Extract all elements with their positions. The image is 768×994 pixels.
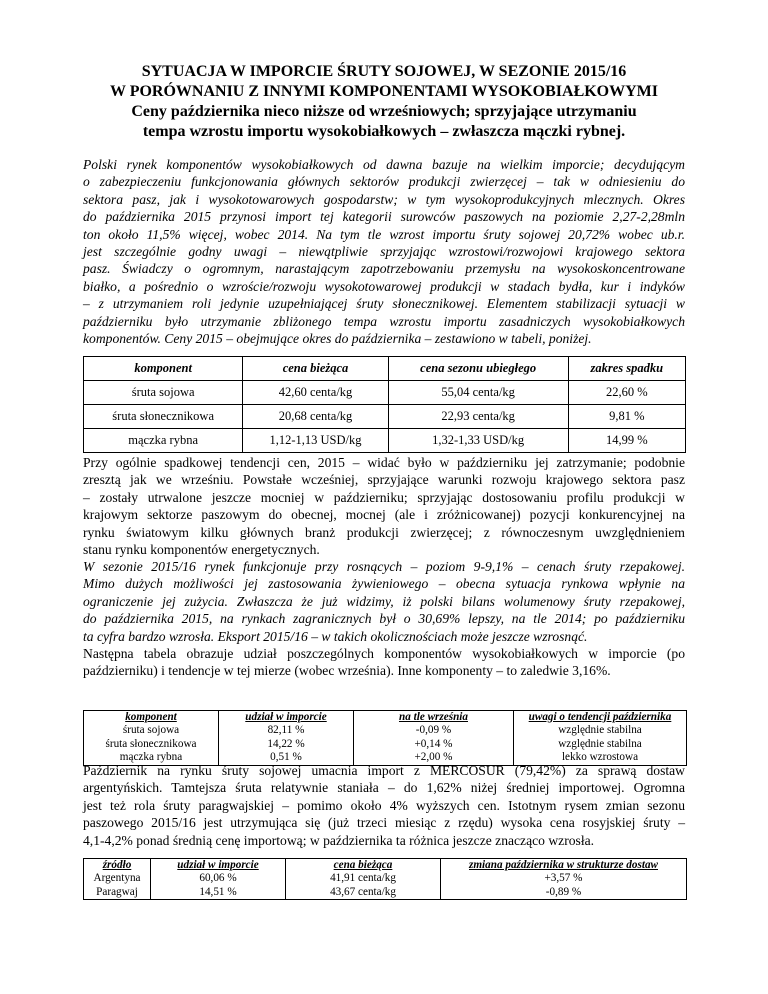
table-header: komponent: [84, 357, 243, 381]
table-header: cena sezonu ubiegłego: [388, 357, 568, 381]
table-cell: 22,60 %: [568, 381, 685, 405]
text-line: 4,1-4,2% ponad średnią cenę importową; w października ta różnica jeszcze znacząco wzrosła.: [83, 832, 595, 848]
table-cell: względnie stabilna: [558, 724, 642, 736]
table-cell: +0,14 %: [354, 738, 514, 752]
text-line: krajowym sektorze paszowym do obecnej, mocnej (ale i zróżnicowanej) pozycji konkurencyjnej na: [83, 507, 685, 523]
table-cell: -0,89 %: [545, 885, 582, 898]
table-header: cena bieżąca: [243, 357, 388, 381]
text-line: zresztą jak we wrześniu. Powstałe wcześniej, sprzyjające warunki rozwoju krajowego sektora pasz: [83, 472, 685, 488]
table-cell: mączka rybna: [84, 429, 243, 453]
table-header: cena bieżąca: [286, 859, 441, 873]
text-line: ta cyfra bardzo wzrosła. Eksport 2015/16 – w takich okolicznościach może jeszcze wzrosnąć.: [83, 628, 588, 644]
table-header-row: [84, 859, 687, 873]
table-cell: 14,22 %: [219, 738, 354, 752]
paragraph-5: [83, 762, 685, 849]
title-line-2: W PORÓWNANIU Z INNYMI KOMPONENTAMI WYSOKOBIAŁKOWYMI: [109, 83, 659, 100]
text-line: stanu rynku komponentów energetycznych.: [83, 542, 320, 558]
table-cell: Paragwaj: [96, 885, 138, 898]
text-line: W sezonie 2015/16 rynek funkcjonuje przy rosnących – poziom 9-9,1% – cenach śruty rzepakowej.: [83, 559, 685, 574]
table-header-row: [84, 711, 687, 725]
table-cell: -0,09 %: [354, 724, 514, 738]
table-cell: mączka rybna: [119, 751, 183, 763]
paragraph-4: [83, 645, 685, 680]
text-line: Mimo dużych możliwości jej zastosowania żywieniowego – obecna sytuacja rynkowa wpłynie na: [83, 576, 685, 592]
table-header: uwagi o tendencji października: [528, 711, 672, 723]
table-cell: 43,67 centa/kg: [286, 886, 441, 900]
supply-source-table: [83, 858, 687, 900]
table-cell: +2,00 %: [354, 751, 514, 765]
text-line: jest też rola śruty paragwajskiej – pomimo około 4% wyższych cen. Istotnym rysem zmian sezonu: [83, 797, 685, 813]
text-line: sektora pasz, jak i wysokotowarowych gospodarstw; w tym wysokoprodukcyjnych mlecznych. Okres: [83, 191, 685, 207]
text-line: ograniczenie jej zużycia. Zwłaszcza że już widzimy, iż polski bilans wolumenowy śruty rzepakowej,: [83, 593, 685, 609]
table-cell: 1,12-1,13 USD/kg: [243, 429, 388, 453]
price-table: [83, 356, 686, 453]
table-cell: 55,04 centa/kg: [388, 381, 568, 405]
paragraph-3: [83, 558, 685, 645]
text-line: o zabezpieczeniu funkcjonowania głównych sektorów produkcji zwierzęcej – tak w odniesieniu do: [83, 174, 685, 190]
text-line: pasz. Świadczy o ogromnym, narastającym zapotrzebowaniu przemysłu na wysokoskoncentrowane: [83, 261, 685, 277]
table-row: [84, 405, 686, 429]
table-cell: 0,51 %: [219, 751, 354, 765]
table-cell: +3,57 %: [544, 872, 583, 884]
table-header: udział w imporcie: [151, 859, 286, 873]
table-cell: 20,68 centa/kg: [243, 405, 388, 429]
text-line: październiku) i tendencje w tej mierze (wobec września). Inne komponenty – to zaledwie 3,16%.: [83, 663, 611, 679]
table-cell: śruta słonecznikowa: [84, 405, 243, 429]
table-cell: śruta sojowa: [84, 381, 243, 405]
table-row: [84, 886, 687, 900]
text-line: Przy ogólnie spadkowej tendencji cen, 2015 – widać było w październiku jej zatrzymanie; podobnie: [83, 455, 685, 470]
text-line: październiku było utrzymanie zbliżonego tempa wzrostu importu zasadniczych wysokobiałkowych: [83, 313, 685, 329]
text-line: białko, a pośrednio o wzroście/rozwoju wysokotowarowej produkcji w stadach bydła, kur i indyków: [83, 278, 685, 294]
table-cell: 82,11 %: [219, 724, 354, 738]
table-cell: 60,06 %: [151, 872, 286, 886]
table-cell: 41,91 centa/kg: [286, 872, 441, 886]
table-row: [84, 429, 686, 453]
text-line: rynku światowym kilku głównych branż produkcji zwierzęcej; z równoczesnym uwzględnieniem: [83, 524, 685, 540]
table-header: komponent: [125, 711, 177, 723]
table-cell: 9,81 %: [568, 405, 685, 429]
intro-paragraph: [83, 156, 685, 347]
text-line: – z utrzymaniem roli jedynie uzupełniającej śruty słonecznikowej. Elementem stabilizacji sytuacji w: [83, 296, 685, 312]
table-cell: 42,60 centa/kg: [243, 381, 388, 405]
text-line: Polski rynek komponentów wysokobiałkowych od dawna bazuje na wielkim imporcie; decydującym: [83, 157, 685, 172]
table-cell: śruta sojowa: [122, 724, 180, 736]
subtitle-line-1: Ceny października nieco niższe od wrześniowych; sprzyjające utrzymaniu: [131, 103, 637, 120]
table-row: [84, 872, 687, 886]
table-cell: 22,93 centa/kg: [388, 405, 568, 429]
document-title: [40, 62, 728, 142]
table-row: [84, 724, 687, 738]
import-share-table: [83, 710, 687, 766]
subtitle-line-2: tempa wzrostu importu wysokobiałkowych – zwłaszcza mączki rybnej.: [142, 123, 626, 140]
text-line: do października 2015, na rynkach zagranicznych był o 30,69% lepszy, na tle 2014; po październiku: [83, 611, 685, 627]
paragraph-2: [83, 454, 685, 558]
text-line: Październik na rynku śruty sojowej umacnia import z MERCOSUR (79,42%) za sprawą dostaw: [83, 763, 685, 778]
table-header: źródło: [102, 859, 132, 871]
table-header: udział w imporcie: [219, 711, 354, 725]
table-cell: lekko wzrostowa: [561, 751, 639, 763]
table-cell: 1,32-1,33 USD/kg: [388, 429, 568, 453]
table-header: na tle września: [354, 711, 514, 725]
table-cell: względnie stabilna: [558, 737, 642, 750]
text-line: ton około 11,5% więcej, wobec 2014. Na tym tle wzrost importu śruty sojowej 20,72% wobec ub.r.: [83, 226, 685, 242]
table-cell: Argentyna: [93, 872, 141, 884]
table-cell: 14,51 %: [151, 886, 286, 900]
table-cell: 14,99 %: [568, 429, 685, 453]
table-row: [84, 738, 687, 752]
text-line: – zostały utrwalone jeszcze mocniej w październiku; sprzyjając dostosowaniu profilu produkcji w: [83, 489, 685, 505]
table-row: [84, 381, 686, 405]
table-header: zakres spadku: [568, 357, 685, 381]
table-cell: śruta słonecznikowa: [105, 737, 197, 750]
text-line: Następna tabela obrazuje udział poszczególnych komponentów wysokobiałkowych w imporcie (po: [83, 646, 685, 661]
table-header-row: [84, 357, 686, 381]
text-line: komponentów. Ceny 2015 – obejmujące okres do października – zestawiono w tabeli, poniżej.: [83, 331, 592, 347]
text-line: do października 2015 przynosi import tej kategorii surowców paszowych na poziomie 2,27-2,28mln: [83, 209, 685, 225]
text-line: paszowego 2015/16 jest utrzymująca się (już trzeci miesiąc z rzędu) wysoka cena rosyjskiej śruty –: [83, 815, 685, 831]
text-line: jest szczególnie godny uwagi – niewątpliwie sprzyjając wzrostowi/rozwojowi krajowego sektora: [83, 244, 685, 260]
text-line: argentyńskich. Tamtejsza śruta relatywnie staniała – do 1,62% niżej średniej importowej. Ogromna: [83, 780, 685, 796]
title-line-1: SYTUACJA W IMPORCIE ŚRUTY SOJOWEJ, W SEZONIE 2015/16: [141, 63, 627, 80]
table-header: zmiana października w strukturze dostaw: [469, 859, 658, 871]
